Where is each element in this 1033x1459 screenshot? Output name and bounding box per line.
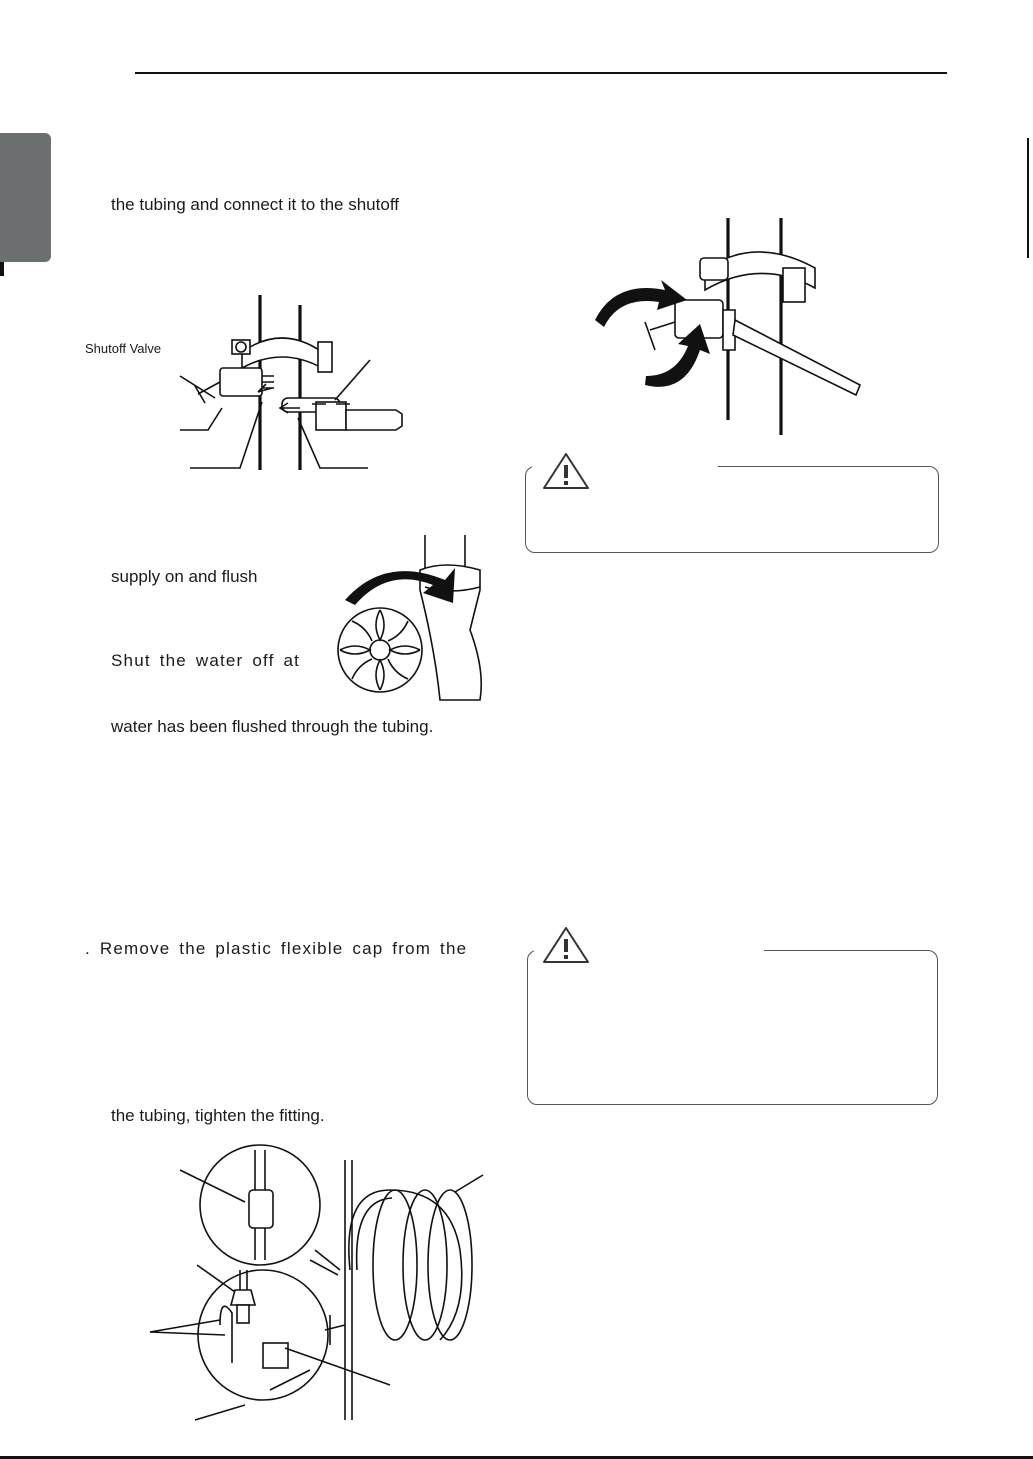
header-rule <box>135 72 947 74</box>
remove-cap-text: . Remove the plastic flexible cap from the <box>85 939 468 958</box>
flush-text-1: supply on and flush <box>111 567 258 586</box>
warning-triangle-icon <box>541 925 591 965</box>
right-edge-mark <box>1027 138 1029 258</box>
side-tab <box>0 133 51 262</box>
side-tab-edge <box>0 262 4 276</box>
caution-box-2 <box>527 950 938 1105</box>
tighten-text: the tubing, tighten the fitting. <box>111 1106 325 1125</box>
flush-text-2: Shut the water off at <box>111 651 301 670</box>
step-connect-text: the tubing and connect it to the shutoff <box>111 195 399 214</box>
warning-triangle-icon <box>541 451 591 491</box>
tubing-fitting-figure <box>145 1150 505 1420</box>
water-supply-valve-figure <box>330 535 500 705</box>
valve-tighten-figure <box>585 210 875 440</box>
flush-text-3: water has been flushed through the tubing. <box>111 717 434 736</box>
shutoff-valve-label: Shutoff Valve <box>85 341 162 356</box>
shutoff-valve-figure <box>120 290 460 490</box>
